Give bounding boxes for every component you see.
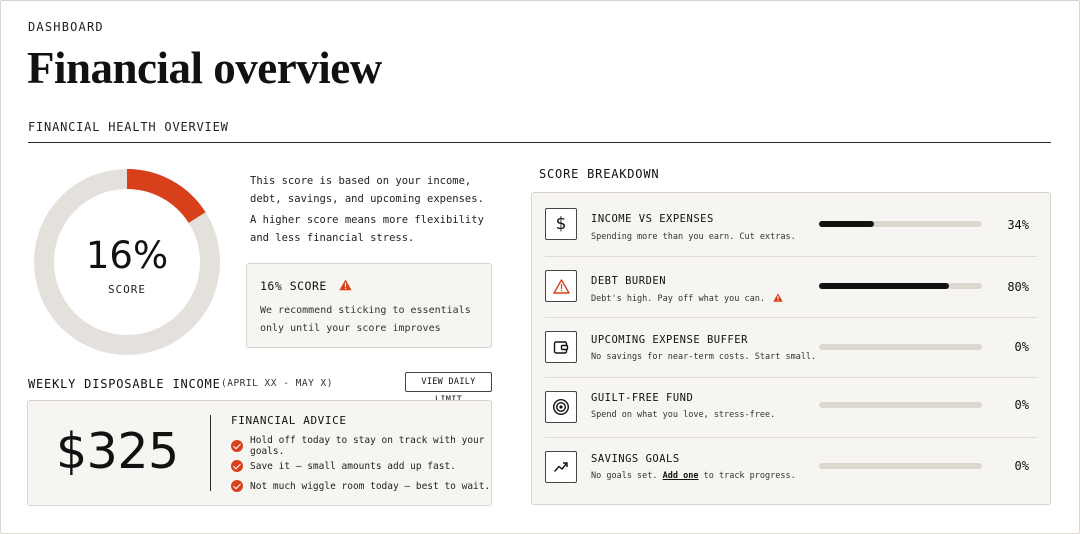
- view-daily-limit-button[interactable]: VIEW DAILY: [405, 372, 492, 392]
- progress-track: [819, 344, 982, 350]
- row-sub: Spend on what you love, stress-free.: [591, 410, 776, 420]
- progress-track: [819, 463, 982, 469]
- breakdown-row-debt-burden: [532, 256, 1050, 316]
- row-percent: 0%: [1014, 340, 1029, 354]
- row-sub: Spending more than you earn. Cut extras.: [591, 232, 796, 242]
- progress-track: [819, 283, 982, 289]
- score-label: SCORE: [107, 283, 147, 296]
- breakdown-card: [531, 192, 1051, 505]
- row-separator: [545, 317, 1037, 318]
- row-sub: [591, 471, 796, 481]
- trend-up-icon: [545, 451, 577, 483]
- dollar-icon: $: [545, 208, 577, 240]
- advice-title: FINANCIAL ADVICE: [231, 414, 347, 427]
- row-sub-text: No goals set.: [591, 471, 658, 481]
- page-title: Financial overview: [27, 43, 382, 93]
- page-eyebrow: DASHBOARD: [28, 20, 104, 34]
- advice-item: [231, 456, 491, 476]
- weekly-income-title: WEEKLY DISPOSABLE INCOME: [28, 377, 221, 391]
- row-percent: 0%: [1014, 459, 1029, 473]
- breakdown-row-income-vs-expenses: [532, 193, 1050, 253]
- row-separator: [545, 377, 1037, 378]
- breakdown-row-guilt-free-fund: [532, 377, 1050, 437]
- notice-text: We recommend sticking to essentials only until your score improves: [260, 305, 471, 334]
- row-label: INCOME VS EXPENSES: [591, 213, 714, 225]
- score-percent: 16%: [85, 234, 169, 277]
- warning-icon: [545, 270, 577, 302]
- wallet-icon: [545, 331, 577, 363]
- check-icon: [231, 440, 243, 452]
- row-percent: 0%: [1014, 398, 1029, 412]
- check-icon: [231, 480, 243, 492]
- row-separator: [545, 256, 1037, 257]
- advice-list: [231, 436, 491, 496]
- breakdown-row-upcoming-expense-buffer: [532, 317, 1050, 377]
- warning-icon: [339, 279, 352, 291]
- progress-track: [819, 221, 982, 227]
- advice-item: [231, 436, 491, 456]
- row-label: UPCOMING EXPENSE BUFFER: [591, 334, 748, 346]
- weekly-income-range: (APRIL XX - MAY X): [221, 378, 333, 389]
- row-percent: 34%: [1007, 218, 1029, 232]
- breakdown-title: SCORE BREAKDOWN: [539, 167, 660, 181]
- row-label: GUILT-FREE FUND: [591, 392, 694, 404]
- breakdown-row-savings-goals: [532, 437, 1050, 497]
- progress-fill: [819, 283, 949, 289]
- weekly-income-amount: $325: [56, 423, 179, 480]
- section-divider: [28, 142, 1051, 143]
- score-description-2: A higher score means more flexibility and less financial stress.: [250, 214, 484, 244]
- inline-warning-icon: [773, 293, 783, 302]
- row-sub: No savings for near-term costs. Start small.: [591, 352, 817, 362]
- advice-item: [231, 476, 491, 496]
- card-divider: [210, 415, 211, 491]
- score-notice-card: [246, 263, 492, 348]
- row-sub: [591, 293, 783, 304]
- target-icon: [545, 391, 577, 423]
- check-icon: [231, 460, 243, 472]
- advice-text: Hold off today to stay on track with your goals.: [250, 435, 485, 457]
- row-sub-text: Debt's high. Pay off what you can.: [591, 294, 765, 304]
- section-title: FINANCIAL HEALTH OVERVIEW: [28, 120, 229, 134]
- score-description: [250, 172, 490, 250]
- progress-track: [819, 402, 982, 408]
- row-sub-text: to track progress.: [703, 471, 796, 481]
- weekly-income-card: [27, 400, 492, 506]
- notice-title: [260, 279, 352, 293]
- add-goal-link[interactable]: Add one: [662, 471, 699, 481]
- row-percent: 80%: [1007, 280, 1029, 294]
- advice-text: Not much wiggle room today — best to wait.: [250, 480, 491, 492]
- row-label: DEBT BURDEN: [591, 275, 667, 287]
- row-label: SAVINGS GOALS: [591, 453, 680, 465]
- score-description-1: This score is based on your income, debt, savings, and upcoming expenses.: [250, 175, 484, 205]
- row-separator: [545, 437, 1037, 438]
- progress-fill: [819, 221, 874, 227]
- advice-text: Save it — small amounts add up fast.: [250, 460, 456, 472]
- notice-title-text: 16% SCORE: [260, 279, 327, 293]
